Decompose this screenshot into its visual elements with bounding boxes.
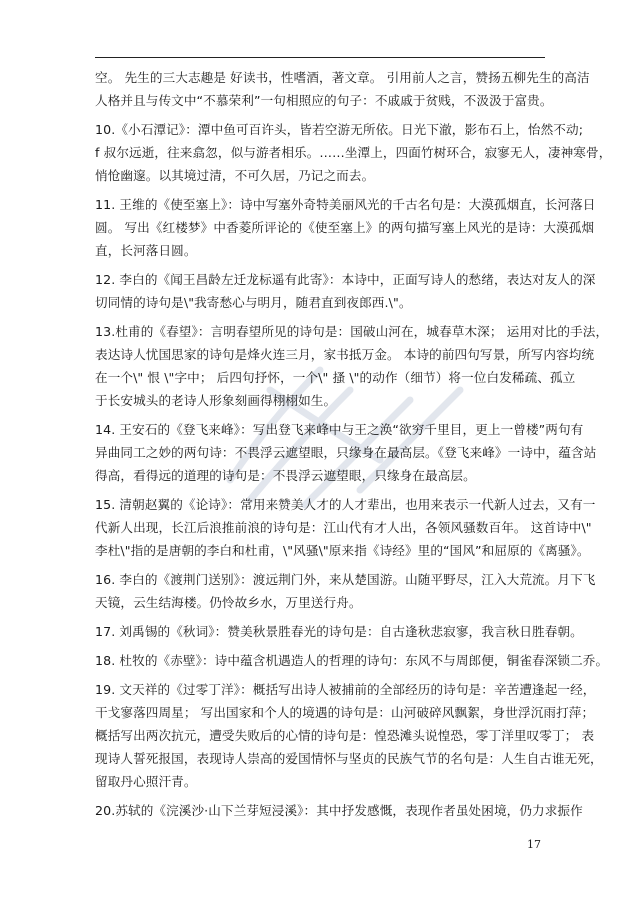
text-line: f 叔尔远逝，往来翕忽，似与游者相乐。……坐潭上，四面竹树环合，寂寥无人，凄神寒骨， (95, 145, 612, 160)
text-line: 悄怆幽邃。以其境过清，不可久居，乃记之而去。 (95, 168, 375, 183)
paragraph (95, 493, 596, 562)
text-line: 表达诗人忧国思家的诗句是烽火连三月，家书抵万金。 本诗的前四句写景，所写内容均统 (95, 347, 595, 362)
paragraph (95, 118, 612, 187)
text-line: 得高，看得远的道理的诗句是：不畏浮云遮望眼，只缘身在最高层。 (95, 468, 476, 483)
text-line: 16. 李白的《渡荆门送别》：渡远荆门外，来从楚国游。山随平野尽，江入大荒流。月下飞 (95, 572, 596, 587)
text-line: 切同情的诗句是\"我寄愁心与明月，随君直到夜郎西.\"。 (95, 295, 412, 310)
document-body (95, 66, 612, 822)
text-line: 19. 文天祥的《过零丁洋》：概括写出诗人被捕前的全部经历的诗句是：辛苦遭逢起一经， (95, 682, 596, 697)
text-line: 于长安城头的老诗人形象刻画得栩栩如生。 (95, 393, 337, 408)
text-line: 11. 王维的《使至塞上》：诗中写塞外奇特美丽风光的千古名句是：大漠孤烟直，长河落日 (95, 197, 596, 212)
page-number: 17 (527, 838, 541, 851)
header-rule (95, 57, 545, 58)
text-line: 天镜，云生结海楼。仍怜故乡水，万里送行舟。 (95, 595, 362, 610)
text-line: 空。 先生的三大志趣是 好读书，性嗜酒，著文章。 引用前人之言，赞扬五柳先生的高洁 (95, 70, 590, 85)
text-line: 干戈寥落四周星； 写出国家和个人的境遇的诗句是：山河破碎风飘絮，身世浮沉雨打萍； (95, 705, 595, 720)
text-line: 代新人出现，长江后浪推前浪的诗句是：江山代有才人出，各领风骚数百年。 这首诗中\" (95, 520, 592, 535)
text-line: 17. 刘禹锡的《秋词》：赞美秋景胜春光的诗句是：自古逢秋悲寂寥，我言秋日胜春朝。 (95, 624, 583, 639)
paragraph (95, 66, 590, 112)
text-line: 概括写出两次抗元，遭受失败后的心情的诗句是：惶恐滩头说惶恐，零丁洋里叹零丁； 表 (95, 728, 595, 743)
text-line: 20.苏轼的《浣溪沙·山下兰芽短浸溪》：其中抒发感慨，表现作者虽处困境，仍力求振作 (95, 803, 583, 818)
text-line: 14. 王安石的《登飞来峰》：写出登飞来峰中与王之涣“欲穷千里目，更上一曾楼”两句有 (95, 422, 584, 437)
text-line: 12. 李白的《闻王昌龄左迁龙标遥有此寄》：本诗中，正面写诗人的愁绪，表达对友人的深 (95, 272, 596, 287)
text-line: 人格并且与传文中“不慕荣利”一句相照应的句子：不戚戚于贫贱，不汲汲于富贵。 (95, 93, 553, 108)
paragraph (95, 799, 583, 822)
text-line: 圆。 写出《红楼梦》中香菱所评论的《使至塞上》的两句描写塞上风光的是诗：大漠孤烟 (95, 220, 595, 235)
text-line: 18. 杜牧的《赤壁》：诗中蕴含机遇造人的哲理的诗句：东风不与周郎便，铜雀春深锁二乔。 (95, 653, 609, 668)
text-line: 15. 清朝赵翼的《论诗》：常用来赞美人才的人才辈出，也用来表示一代新人过去，又有一 (95, 497, 596, 512)
paragraph (95, 418, 597, 487)
text-line: 李杜\"指的是唐朝的李白和杜甫，\"风骚\"原来指《诗经》里的“国风”和屈原的《离骚》。 (95, 543, 590, 558)
paragraph (95, 193, 596, 262)
text-line: 留取丹心照汗青。 (95, 774, 197, 789)
paragraph (95, 568, 596, 614)
paragraph (95, 320, 609, 412)
text-line: 在一个\" 恨 \"字中； 后四句抒怀，一个\" 搔 \"的动作（细节）将一位白发稀疏、孤立 (95, 370, 576, 385)
text-line: 10.《小石潭记》：潭中鱼可百许头，皆若空游无所依。日光下澈，影布石上，怡然不动; (95, 122, 584, 137)
paragraph (95, 620, 583, 643)
text-line: 异曲同工之妙的两句诗：不畏浮云遮望眼，只缘身在最高层。《登飞来峰》一诗中，蕴含站 (95, 445, 597, 460)
paragraph (95, 678, 603, 793)
text-line: 直，长河落日圆。 (95, 243, 197, 258)
paragraph (95, 649, 609, 672)
paragraph (95, 268, 596, 314)
text-line: 现诗人誓死报国，表现诗人崇高的爱国情怀与坚贞的民族气节的名句是：人生自古谁无死， (95, 751, 603, 766)
text-line: 13.杜甫的《春望》：言明春望所见的诗句是：国破山河在，城春草木深； 运用对比的手法， (95, 324, 609, 339)
